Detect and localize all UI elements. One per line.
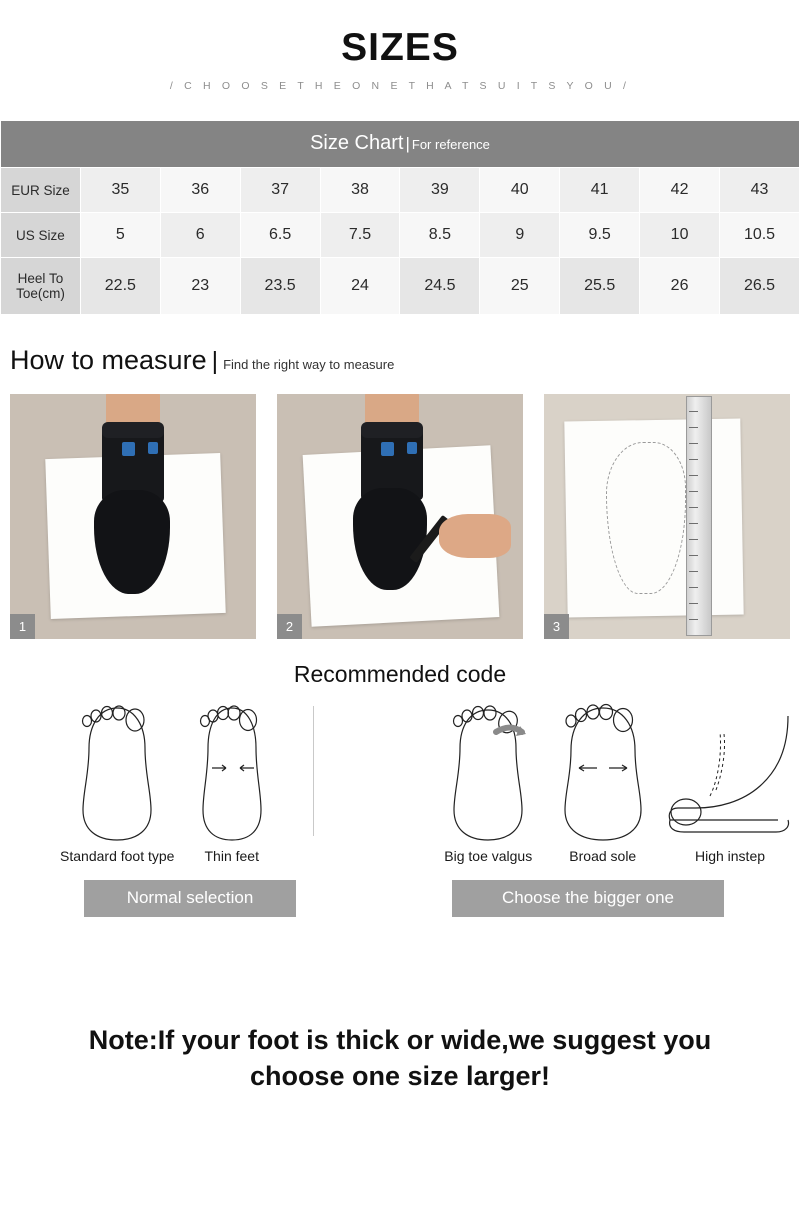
page-header (0, 0, 800, 92)
sock-cuff (102, 422, 164, 438)
cell-us-2: 6.5 (240, 213, 320, 258)
how-to-measure-subtitle: Find the right way to measure (223, 357, 395, 372)
cell-eur-0: 35 (80, 168, 160, 213)
cell-htt-2: 23.5 (240, 258, 320, 315)
normal-selection-button[interactable]: Normal selection (84, 880, 296, 917)
broad-sole-icon (553, 696, 653, 846)
step-badge-1: 1 (10, 614, 35, 639)
cell-us-1: 6 (160, 213, 240, 258)
foot-type-label: Thin feet (204, 848, 259, 864)
step-badge-3: 3 (544, 614, 569, 639)
table-row (1, 258, 800, 315)
measure-step-2-photo (277, 394, 523, 639)
foot-type-high-instep (660, 696, 800, 864)
foot-type-thin (175, 696, 290, 864)
how-to-measure-title: How to measure (10, 345, 207, 375)
ruler (686, 396, 712, 636)
sock-logo-tag-2 (407, 442, 417, 454)
how-to-measure-heading (10, 345, 800, 376)
size-chart-subtitle: For reference (411, 137, 490, 152)
note-line-2: choose one size larger! (249, 1061, 551, 1092)
cell-htt-7: 26 (640, 258, 720, 315)
cell-us-4: 8.5 (400, 213, 480, 258)
size-chart-section (0, 120, 800, 315)
note-line-1: Note:If your foot is thick or wide,we suggest you (88, 1025, 712, 1055)
measure-step-3-photo (544, 394, 790, 639)
hand (439, 514, 511, 558)
cell-eur-5: 40 (480, 168, 560, 213)
cell-htt-1: 23 (160, 258, 240, 315)
sock-logo-tag (381, 442, 394, 456)
note-text (0, 1022, 800, 1095)
cell-us-8: 10.5 (720, 213, 800, 258)
foot-type-label: Broad sole (569, 848, 637, 864)
cell-eur-3: 38 (320, 168, 400, 213)
step-badge-2: 2 (277, 614, 302, 639)
cell-eur-7: 42 (640, 168, 720, 213)
cell-htt-0: 22.5 (80, 258, 160, 315)
vertical-divider (313, 706, 314, 836)
cell-us-6: 9.5 (560, 213, 640, 258)
cell-htt-4: 24.5 (400, 258, 480, 315)
foot-type-broad-sole (546, 696, 661, 864)
size-chart-title: Size Chart (310, 132, 404, 154)
choose-bigger-button[interactable]: Choose the bigger one (452, 880, 724, 917)
foot-type-big-toe-valgus (431, 696, 546, 864)
size-chart-title-row (1, 121, 800, 168)
cell-us-5: 9 (480, 213, 560, 258)
cell-eur-4: 39 (400, 168, 480, 213)
thin-foot-icon (182, 696, 282, 846)
sock-logo-tag-2 (148, 442, 158, 454)
cell-eur-2: 37 (240, 168, 320, 213)
how-to-measure-separator: | (211, 347, 219, 375)
cell-htt-3: 24 (320, 258, 400, 315)
cell-eur-8: 43 (720, 168, 800, 213)
row-label-eur: EUR Size (1, 168, 81, 213)
foot-type-label: Standard foot type (60, 848, 175, 864)
high-instep-icon (660, 696, 800, 846)
table-row (1, 168, 800, 213)
cell-eur-6: 41 (560, 168, 640, 213)
measure-steps (0, 394, 800, 639)
foot-type-label: High instep (694, 848, 766, 864)
size-chart-title-separator: | (405, 134, 410, 153)
cell-htt-5: 25 (480, 258, 560, 315)
cell-us-0: 5 (80, 213, 160, 258)
big-toe-valgus-icon (438, 696, 538, 846)
cell-eur-1: 36 (160, 168, 240, 213)
row-label-heel-to-toe: Heel To Toe(cm) (1, 258, 81, 315)
cell-htt-8: 26.5 (720, 258, 800, 315)
cell-htt-6: 25.5 (560, 258, 640, 315)
recommended-code-section (0, 696, 800, 996)
sock-cuff (361, 422, 423, 438)
size-chart-table (0, 120, 800, 315)
page-title: SIZES (341, 26, 459, 69)
recommendation-buttons (0, 880, 800, 917)
page-subtitle: / C H O O S E T H E O N E T H A T S U I T S Y O U / (169, 80, 631, 92)
recommended-code-title: Recommended code (293, 661, 507, 687)
standard-foot-icon (67, 696, 167, 846)
measure-step-1-photo (10, 394, 256, 639)
foot-type-label: Big toe valgus (444, 848, 533, 864)
row-label-us: US Size (1, 213, 81, 258)
foot-type-standard (60, 696, 175, 864)
table-row (1, 213, 800, 258)
cell-us-7: 10 (640, 213, 720, 258)
foot-types-row (0, 696, 800, 864)
cell-us-3: 7.5 (320, 213, 400, 258)
sock-logo-tag (122, 442, 135, 456)
